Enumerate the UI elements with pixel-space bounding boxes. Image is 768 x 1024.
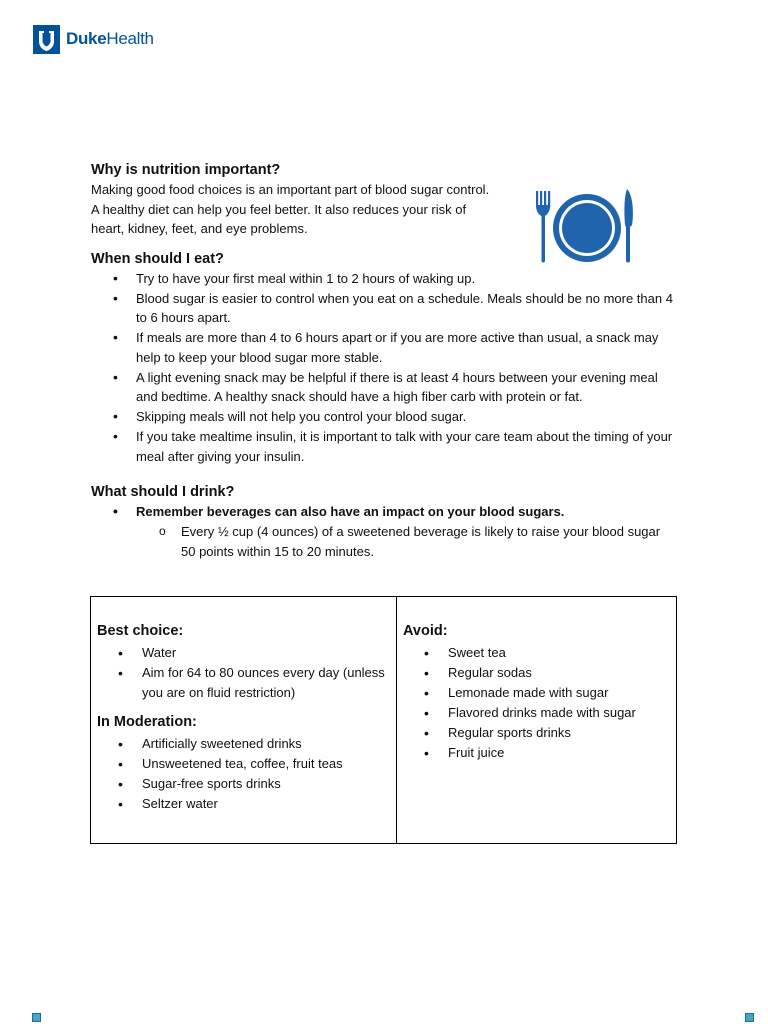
logo-text-normal: Health	[106, 29, 154, 48]
corner-marker-left	[32, 1013, 41, 1022]
avoid-heading: Avoid:	[403, 623, 448, 639]
list-item: • If you take mealtime insulin, it is important to talk with your care team about the timing of your meal after giving your insulin.	[91, 427, 676, 466]
list-item: • Sugar-free sports drinks	[97, 774, 390, 794]
section-when-eat	[91, 249, 691, 467]
section-what-drink	[91, 482, 691, 561]
table-right-column	[397, 597, 676, 843]
when-eat-list	[91, 269, 691, 467]
list-item: • Regular sports drinks	[403, 723, 670, 743]
intro-line: A healthy diet can help you feel better. It also reduces your risk of	[91, 201, 467, 217]
duke-shield-icon	[33, 25, 60, 54]
section-why-nutrition	[91, 160, 691, 239]
corner-marker-right	[745, 1013, 754, 1022]
list-item: • If meals are more than 4 to 6 hours apart or if you are more active than usual, a snack may help to keep your blood sugar more stable.	[91, 328, 676, 367]
avoid-list	[403, 643, 670, 763]
list-item: • Try to have your first meal within 1 to 2 hours of waking up.	[91, 269, 676, 289]
intro-paragraph	[91, 180, 511, 239]
list-item: • A light evening snack may be helpful if there is at least 4 hours between your evening meal and bedtime. A healthy snack should have a high fiber carb with protein or fat.	[91, 368, 676, 407]
heading-when-eat: When should I eat?	[91, 250, 224, 267]
list-item: • Flavored drinks made with sugar	[403, 703, 670, 723]
list-item: • Blood sugar is easier to control when you eat on a schedule. Meals should be no more than 4 to 6 hours apart.	[91, 289, 676, 328]
moderation-list	[97, 734, 390, 814]
list-item: • Fruit juice	[403, 743, 670, 763]
heading-why-nutrition: Why is nutrition important?	[91, 162, 281, 178]
list-item: • Regular sodas	[403, 663, 670, 683]
list-item: • Water	[97, 643, 390, 663]
sub-list-item: o Every ½ cup (4 ounces) of a sweetened beverage is likely to raise your blood sugar 50 points within 15 to 20 minutes.	[91, 522, 661, 561]
list-item: • Lemonade made with sugar	[403, 683, 670, 703]
drinks-table	[90, 596, 677, 844]
intro-line: heart, kidney, feet, and eye problems.	[91, 221, 308, 236]
logo-wordmark	[66, 29, 154, 49]
table-left-column	[91, 597, 397, 843]
list-item: • Aim for 64 to 80 ounces every day (unless you are on fluid restriction)	[97, 663, 390, 703]
moderation-heading: In Moderation:	[97, 714, 197, 730]
list-item: • Seltzer water	[97, 794, 390, 814]
duke-health-logo	[33, 24, 154, 54]
heading-what-drink: What should I drink?	[91, 484, 235, 500]
list-item: • Remember beverages can also have an impact on your blood sugars.	[91, 502, 676, 522]
list-item: • Skipping meals will not help you control your blood sugar.	[91, 407, 676, 427]
best-choice-heading: Best choice:	[97, 623, 184, 639]
what-drink-list	[91, 502, 691, 522]
logo-text-bold: Duke	[66, 29, 107, 48]
what-drink-sublist	[91, 522, 691, 561]
intro-line: Making good food choices is an important part of blood sugar control.	[91, 182, 490, 197]
list-item: • Artificially sweetened drinks	[97, 734, 390, 754]
list-item: • Sweet tea	[403, 643, 670, 663]
best-choice-list	[97, 643, 390, 703]
list-item: • Unsweetened tea, coffee, fruit teas	[97, 754, 390, 774]
main-content	[91, 160, 691, 561]
